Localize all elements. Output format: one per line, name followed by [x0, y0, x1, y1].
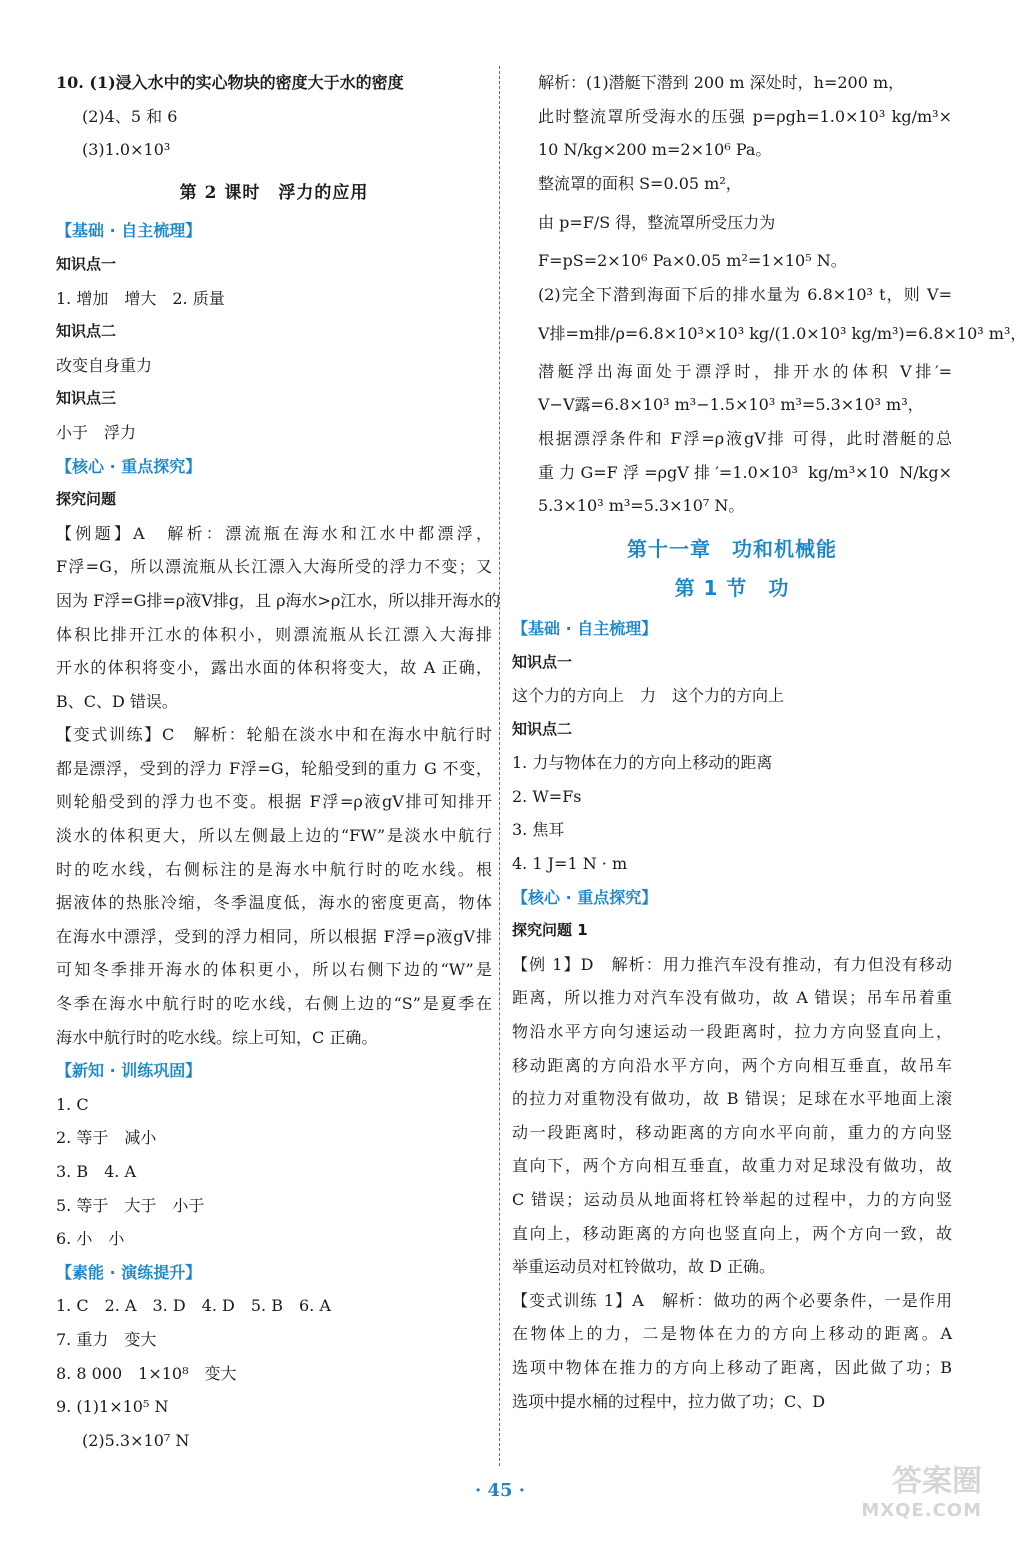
left-line: 10. (1)浸入水中的实心物块的密度大于水的密度: [56, 73, 404, 92]
right-line: V排=m排/ρ=6.8×10³×10³ kg/(1.0×10³ kg/m³)=6.8×10³ m³，: [538, 324, 1026, 344]
left-line: 知识点三: [56, 389, 117, 408]
right-line: 3. 焦耳: [512, 820, 565, 840]
right-line: 1. 力与物体在力的方向上移动的距离: [512, 753, 773, 773]
left-line: 改变自身重力: [56, 355, 153, 375]
left-line: 1. C 2. A 3. D 4. D 5. B 6. A: [56, 1296, 331, 1316]
left-line: 8. 8 000 1×10⁸ 变大: [56, 1363, 237, 1383]
left-line: 【例题】A 解析：漂流瓶在海水和江水中都漂浮，: [56, 523, 492, 543]
left-line: (3)1.0×10³: [82, 140, 171, 160]
left-line: 【新知 · 训练巩固】: [56, 1061, 202, 1081]
right-column: [512, 66, 1026, 1418]
left-line: (2)5.3×10⁷ N: [82, 1430, 190, 1450]
left-line: 冬季在海水中航行时的吃水线，右侧上边的“S”是夏季在: [56, 994, 492, 1014]
right-line: 10 N/kg×200 m=2×10⁶ Pa。: [538, 140, 772, 160]
right-line: 选项中提水桶的过程中，拉力做了功；C、D: [512, 1391, 826, 1411]
right-line: 的拉力对重物没有做功，故 B 错误；足球在水平地面上滚: [512, 1089, 952, 1109]
left-line: B、C、D 错误。: [56, 691, 178, 711]
left-line: 5. 等于 大于 小于: [56, 1195, 205, 1215]
right-line: 潜艇浮出海面处于漂浮时，排开水的体积 V排′=: [538, 361, 952, 381]
right-line: 整流罩的面积 S=0.05 m²，: [538, 173, 742, 193]
right-line: 动一段距离时，移动距离的方向水平向前，重力的方向竖: [512, 1122, 952, 1142]
left-line: 据液体的热胀冷缩，冬季温度低，海水的密度更高，物体: [56, 893, 492, 913]
right-line: 探究问题 1: [512, 921, 588, 940]
right-line: 举重运动员对杠铃做功，故 D 正确。: [512, 1257, 776, 1277]
right-line: 【变式训练 1】A 解析：做功的两个必要条件，一是作用: [512, 1290, 952, 1310]
left-column: [56, 66, 501, 1457]
left-line: 海水中航行时的吃水线。综上可知，C 正确。: [56, 1027, 378, 1047]
left-line: 开水的体积将变小，露出水面的体积将变大，故 A 正确，: [56, 658, 492, 678]
right-line: 4. 1 J=1 N · m: [512, 854, 628, 874]
left-line: 在海水中漂浮，受到的浮力相同，所以根据 F浮=ρ液gV排: [56, 926, 492, 946]
right-line: 【例 1】D 解析：用力推汽车没有推动，有力但没有移动: [512, 954, 952, 974]
right-line: 重力G=F浮=ρgV排′=1.0×10³ kg/m³×10 N/kg×: [538, 462, 952, 482]
right-line: 解析：(1)潜艇下潜到 200 m 深处时，h=200 m，: [538, 73, 905, 92]
right-line: 知识点二: [512, 719, 573, 738]
right-line: (2)完全下潜到海面下后的排水量为 6.8×10³ t，则 V=: [538, 284, 952, 304]
left-line: 第 2 课时 浮力的应用: [179, 182, 369, 203]
left-line: 可知冬季排开海水的体积更小，所以右侧下边的“W”是: [56, 960, 492, 980]
left-line: 因为 F浮=G排=ρ液V排g，且 ρ海水>ρ江水，所以排开海水的: [56, 590, 501, 610]
right-line: 物沿水平方向匀速运动一段距离时，拉力方向竖直向上，: [512, 1022, 952, 1042]
left-line: 9. (1)1×10⁵ N: [56, 1397, 169, 1417]
left-line: 都是漂浮，受到的浮力 F浮=G，轮船受到的重力 G 不变，: [56, 758, 492, 778]
right-line: 第 1 节 功: [674, 576, 790, 601]
left-line: 则轮船受到的浮力也不变。根据 F浮=ρ液gV排可知排开: [56, 792, 492, 812]
left-line: F浮=G，所以漂流瓶从长江漂入大海所受的浮力不变；又: [56, 557, 492, 577]
right-line: 【基础 · 自主梳理】: [512, 618, 658, 638]
left-line: 3. B 4. A: [56, 1162, 137, 1181]
page-number: · 45 ·: [474, 1480, 526, 1501]
column-divider: [499, 66, 500, 1466]
left-line: 时的吃水线，右侧标注的是海水中航行时的吃水线。根: [56, 859, 492, 879]
left-line: 1. C: [56, 1094, 89, 1114]
right-line: V−V露=6.8×10³ m³−1.5×10³ m³=5.3×10³ m³，: [538, 395, 924, 415]
right-line: 距离，所以推力对汽车没有做功，故 A 错误；吊车吊着重: [512, 988, 952, 1008]
left-line: 7. 重力 变大: [56, 1329, 157, 1349]
right-line: F=pS=2×10⁶ Pa×0.05 m²=1×10⁵ N。: [538, 250, 847, 270]
right-line: 知识点一: [512, 652, 573, 671]
left-line: 【变式训练】C 解析：轮船在淡水中和在海水中航行时: [56, 725, 492, 745]
left-line: 探究问题: [56, 490, 117, 509]
left-line: 体积比排开江水的体积小，则漂流瓶从长江漂入大海排: [56, 624, 492, 644]
right-line: 选项中物体在推力的方向上移动了距离，因此做了功；B: [512, 1357, 952, 1377]
right-line: 【核心 · 重点探究】: [512, 887, 658, 907]
left-line: 1. 增加 增大 2. 质量: [56, 288, 225, 308]
right-line: 这个力的方向上 力 这个力的方向上: [512, 686, 785, 706]
left-line: 2. 等于 减小: [56, 1128, 157, 1148]
left-line: 【核心 · 重点探究】: [56, 456, 202, 476]
right-line: C 错误；运动员从地面将杠铃举起的过程中，力的方向竖: [512, 1190, 952, 1209]
right-line: 由 p=F/S 得，整流罩所受压力为: [538, 213, 776, 233]
left-line: 小于 浮力: [56, 422, 137, 442]
right-line: 2. W=Fs: [512, 786, 582, 806]
right-line: 直向上，移动距离的方向也竖直向上，两个方向一致，故: [512, 1223, 952, 1243]
left-line: 6. 小 小: [56, 1229, 125, 1249]
watermark-url: MXQE.COM: [861, 1500, 982, 1521]
watermark-title: 答案圈: [892, 1464, 982, 1499]
left-line: 【素能 · 演练提升】: [56, 1262, 202, 1282]
right-line: 移动距离的方向沿水平方向，两个方向相互垂直，故吊车: [512, 1055, 952, 1075]
left-line: 淡水的体积更大，所以左侧最上边的“FW”是淡水中航行: [56, 826, 492, 846]
left-line: 知识点一: [56, 254, 117, 273]
right-line: 此时整流罩所受海水的压强 p=ρgh=1.0×10³ kg/m³×: [538, 106, 952, 126]
left-line: (2)4、5 和 6: [82, 106, 178, 126]
left-line: 知识点二: [56, 322, 117, 341]
right-line: 第十一章 功和机械能: [627, 536, 837, 561]
right-line: 直向下，两个方向相互垂直，故重力对足球没有做功，故: [512, 1156, 952, 1176]
right-line: 在物体上的力，二是物体在力的方向上移动的距离。A: [512, 1324, 952, 1344]
right-line: 根据漂浮条件和 F浮=ρ液gV排 可得，此时潜艇的总: [538, 428, 952, 448]
right-line: 5.3×10³ m³=5.3×10⁷ N。: [538, 496, 745, 516]
watermark-logo: [792, 1456, 982, 1526]
left-line: 【基础 · 自主梳理】: [56, 221, 202, 241]
